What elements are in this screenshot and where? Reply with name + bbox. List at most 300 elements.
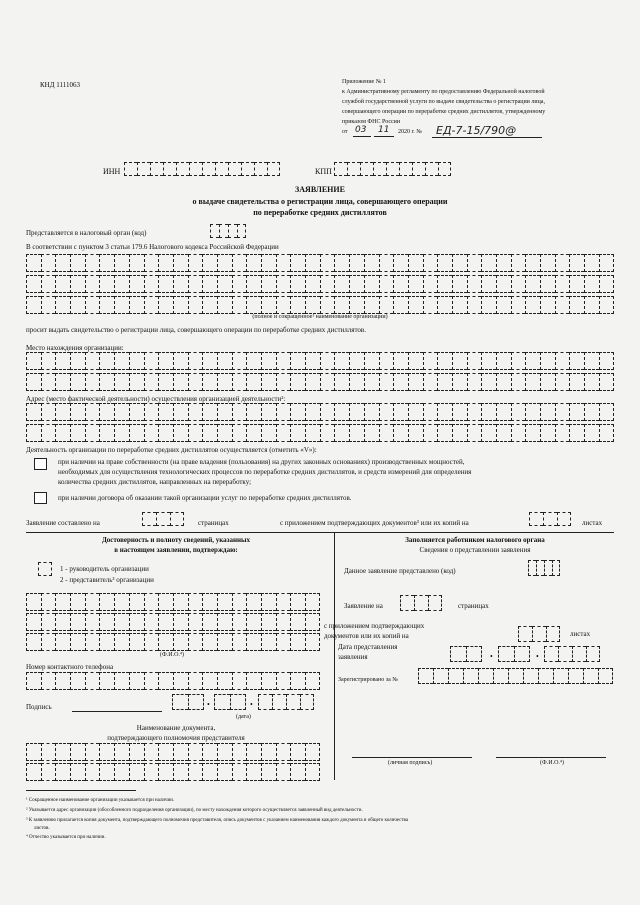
cell[interactable] — [230, 694, 246, 710]
cell[interactable] — [412, 162, 425, 176]
cell[interactable] — [188, 743, 203, 761]
cell[interactable] — [276, 633, 291, 651]
cell[interactable] — [408, 352, 423, 370]
cell[interactable] — [373, 162, 386, 176]
cell[interactable] — [144, 672, 159, 690]
cell[interactable] — [173, 403, 188, 421]
cell[interactable] — [305, 254, 320, 272]
cell[interactable] — [544, 646, 558, 662]
cell[interactable] — [41, 763, 56, 781]
cell[interactable] — [158, 296, 173, 314]
cell[interactable] — [393, 275, 408, 293]
cell[interactable] — [129, 254, 144, 272]
cell[interactable] — [349, 296, 364, 314]
cell[interactable] — [217, 613, 232, 631]
cell[interactable] — [305, 613, 320, 631]
cell[interactable] — [217, 352, 232, 370]
cell[interactable] — [158, 593, 173, 611]
cell[interactable] — [481, 296, 496, 314]
cell[interactable] — [290, 672, 305, 690]
cell[interactable] — [467, 424, 482, 442]
fio-row-3[interactable] — [26, 633, 320, 651]
cell[interactable] — [129, 763, 144, 781]
sheets-count[interactable] — [529, 512, 571, 526]
cell[interactable] — [599, 275, 614, 293]
cell[interactable] — [173, 593, 188, 611]
receive-date-month[interactable] — [498, 646, 530, 662]
cell[interactable] — [202, 275, 217, 293]
cell[interactable] — [55, 424, 70, 442]
cell[interactable] — [158, 373, 173, 391]
cell[interactable] — [246, 352, 261, 370]
cell[interactable] — [543, 512, 557, 526]
cell[interactable] — [347, 162, 360, 176]
cell[interactable] — [320, 352, 335, 370]
cell[interactable] — [481, 352, 496, 370]
cell[interactable] — [246, 403, 261, 421]
location-row-1[interactable] — [26, 352, 614, 370]
cell[interactable] — [144, 296, 159, 314]
cell[interactable] — [364, 275, 379, 293]
cell[interactable] — [232, 275, 247, 293]
cell[interactable] — [290, 633, 305, 651]
cell[interactable] — [85, 763, 100, 781]
cell[interactable] — [85, 743, 100, 761]
cell[interactable] — [557, 512, 571, 526]
tax-authority-code[interactable] — [210, 224, 246, 238]
cell[interactable] — [423, 275, 438, 293]
cell[interactable] — [114, 373, 129, 391]
cell[interactable] — [525, 373, 540, 391]
cell[interactable] — [158, 672, 173, 690]
cell[interactable] — [217, 743, 232, 761]
cell[interactable] — [232, 593, 247, 611]
cell[interactable] — [85, 593, 100, 611]
cell[interactable] — [150, 162, 163, 176]
cell[interactable] — [320, 296, 335, 314]
registration-number[interactable] — [418, 668, 613, 684]
cell[interactable] — [202, 763, 217, 781]
attach-sheets[interactable] — [518, 626, 560, 642]
cell[interactable] — [202, 296, 217, 314]
cell[interactable] — [276, 763, 291, 781]
cell[interactable] — [70, 403, 85, 421]
cell[interactable] — [525, 352, 540, 370]
cell[interactable] — [423, 373, 438, 391]
cell[interactable] — [173, 352, 188, 370]
cell[interactable] — [158, 613, 173, 631]
cell[interactable] — [496, 275, 511, 293]
cell[interactable] — [569, 275, 584, 293]
cell[interactable] — [241, 162, 254, 176]
cell[interactable] — [364, 254, 379, 272]
cell[interactable] — [386, 162, 399, 176]
cell[interactable] — [55, 613, 70, 631]
cell[interactable] — [305, 403, 320, 421]
cell[interactable] — [334, 275, 349, 293]
cell[interactable] — [518, 626, 532, 642]
cell[interactable] — [379, 403, 394, 421]
cell[interactable] — [114, 275, 129, 293]
cell[interactable] — [158, 403, 173, 421]
cell[interactable] — [290, 763, 305, 781]
submitted-code[interactable] — [528, 560, 560, 576]
cell[interactable] — [261, 424, 276, 442]
cell[interactable] — [158, 254, 173, 272]
cell[interactable] — [232, 352, 247, 370]
cell[interactable] — [144, 254, 159, 272]
cell[interactable] — [188, 672, 203, 690]
cell[interactable] — [70, 743, 85, 761]
cell[interactable] — [210, 224, 219, 238]
cell[interactable] — [188, 593, 203, 611]
cell[interactable] — [364, 403, 379, 421]
cell[interactable] — [305, 763, 320, 781]
cell[interactable] — [546, 626, 560, 642]
cell[interactable] — [555, 296, 570, 314]
cell[interactable] — [55, 254, 70, 272]
cell[interactable] — [246, 672, 261, 690]
cell[interactable] — [85, 352, 100, 370]
cell[interactable] — [202, 352, 217, 370]
cell[interactable] — [538, 668, 553, 684]
cell[interactable] — [99, 403, 114, 421]
cell[interactable] — [26, 672, 41, 690]
cell[interactable] — [173, 743, 188, 761]
cell[interactable] — [511, 403, 526, 421]
cell[interactable] — [452, 424, 467, 442]
cell[interactable] — [188, 763, 203, 781]
cell[interactable] — [555, 352, 570, 370]
cell[interactable] — [85, 275, 100, 293]
cell[interactable] — [172, 694, 188, 710]
cell[interactable] — [437, 403, 452, 421]
cell[interactable] — [85, 424, 100, 442]
cell[interactable] — [555, 403, 570, 421]
cell[interactable] — [232, 633, 247, 651]
cell[interactable] — [41, 275, 56, 293]
cell[interactable] — [553, 668, 568, 684]
cell[interactable] — [85, 403, 100, 421]
cell[interactable] — [438, 162, 451, 176]
cell[interactable] — [232, 424, 247, 442]
cell[interactable] — [305, 672, 320, 690]
cell[interactable] — [232, 254, 247, 272]
cell[interactable] — [379, 424, 394, 442]
cell[interactable] — [290, 352, 305, 370]
cell[interactable] — [144, 403, 159, 421]
cell[interactable] — [85, 672, 100, 690]
location-row-2[interactable] — [26, 373, 614, 391]
cell[interactable] — [276, 403, 291, 421]
cell[interactable] — [188, 424, 203, 442]
sign-date-year[interactable] — [258, 694, 314, 710]
cell[interactable] — [70, 424, 85, 442]
cell[interactable] — [393, 424, 408, 442]
cell[interactable] — [334, 403, 349, 421]
cell[interactable] — [55, 373, 70, 391]
cell[interactable] — [129, 743, 144, 761]
cell[interactable] — [144, 763, 159, 781]
cell[interactable] — [137, 162, 150, 176]
cell[interactable] — [41, 254, 56, 272]
cell[interactable] — [349, 403, 364, 421]
cell[interactable] — [232, 373, 247, 391]
cell[interactable] — [144, 743, 159, 761]
cell[interactable] — [114, 743, 129, 761]
cell[interactable] — [129, 424, 144, 442]
cell[interactable] — [41, 352, 56, 370]
cell[interactable] — [170, 512, 184, 526]
org-name-row-3[interactable] — [26, 296, 614, 314]
cell[interactable] — [463, 668, 478, 684]
cell[interactable] — [305, 275, 320, 293]
doc-row-1[interactable] — [26, 743, 320, 761]
cell[interactable] — [144, 373, 159, 391]
cell[interactable] — [334, 254, 349, 272]
cell[interactable] — [26, 352, 41, 370]
cell[interactable] — [254, 162, 267, 176]
cell[interactable] — [232, 763, 247, 781]
cell[interactable] — [142, 512, 156, 526]
cell[interactable] — [599, 373, 614, 391]
cell[interactable] — [26, 763, 41, 781]
cell[interactable] — [584, 296, 599, 314]
cell[interactable] — [393, 373, 408, 391]
cell[interactable] — [423, 403, 438, 421]
cell[interactable] — [584, 424, 599, 442]
cell[interactable] — [364, 296, 379, 314]
cell[interactable] — [514, 646, 530, 662]
cell[interactable] — [144, 633, 159, 651]
cell[interactable] — [598, 668, 613, 684]
cell[interactable] — [529, 512, 543, 526]
cell[interactable] — [599, 403, 614, 421]
cell[interactable] — [70, 613, 85, 631]
cell[interactable] — [364, 424, 379, 442]
cell[interactable] — [144, 275, 159, 293]
cell[interactable] — [55, 352, 70, 370]
cell[interactable] — [349, 254, 364, 272]
cell[interactable] — [511, 373, 526, 391]
cell[interactable] — [448, 668, 463, 684]
cell[interactable] — [261, 403, 276, 421]
cell[interactable] — [349, 373, 364, 391]
cell[interactable] — [418, 668, 433, 684]
cell[interactable] — [246, 633, 261, 651]
cell[interactable] — [26, 743, 41, 761]
cell[interactable] — [217, 672, 232, 690]
cell[interactable] — [525, 403, 540, 421]
cell[interactable] — [498, 646, 514, 662]
cell[interactable] — [511, 352, 526, 370]
cell[interactable] — [85, 633, 100, 651]
cell[interactable] — [246, 613, 261, 631]
cell[interactable] — [41, 296, 56, 314]
cell[interactable] — [511, 254, 526, 272]
cell[interactable] — [525, 424, 540, 442]
cell[interactable] — [114, 633, 129, 651]
cell[interactable] — [540, 403, 555, 421]
option-ownership-checkbox[interactable] — [34, 458, 47, 470]
receive-date-year[interactable] — [544, 646, 600, 662]
cell[interactable] — [586, 646, 600, 662]
cell[interactable] — [99, 373, 114, 391]
cell[interactable] — [129, 352, 144, 370]
cell[interactable] — [163, 162, 176, 176]
cell[interactable] — [261, 275, 276, 293]
cell[interactable] — [496, 373, 511, 391]
cell[interactable] — [202, 593, 217, 611]
cell[interactable] — [276, 352, 291, 370]
cell[interactable] — [129, 613, 144, 631]
cell[interactable] — [305, 633, 320, 651]
cell[interactable] — [232, 672, 247, 690]
cell[interactable] — [305, 296, 320, 314]
cell[interactable] — [202, 743, 217, 761]
cell[interactable] — [276, 672, 291, 690]
cell[interactable] — [70, 352, 85, 370]
cell[interactable] — [569, 254, 584, 272]
cell[interactable] — [528, 560, 536, 576]
cell[interactable] — [114, 763, 129, 781]
cell[interactable] — [393, 403, 408, 421]
cell[interactable] — [114, 296, 129, 314]
cell[interactable] — [276, 296, 291, 314]
cell[interactable] — [584, 352, 599, 370]
cell[interactable] — [246, 373, 261, 391]
cell[interactable] — [379, 296, 394, 314]
cell[interactable] — [173, 373, 188, 391]
cell[interactable] — [569, 296, 584, 314]
cell[interactable] — [572, 646, 586, 662]
cell[interactable] — [38, 562, 52, 576]
cell[interactable] — [26, 254, 41, 272]
cell[interactable] — [408, 424, 423, 442]
cell[interactable] — [99, 593, 114, 611]
cell[interactable] — [467, 275, 482, 293]
cell[interactable] — [349, 352, 364, 370]
cell[interactable] — [568, 668, 583, 684]
cell[interactable] — [70, 593, 85, 611]
cell[interactable] — [496, 424, 511, 442]
cell[interactable] — [452, 275, 467, 293]
cell[interactable] — [320, 403, 335, 421]
cell[interactable] — [305, 593, 320, 611]
cell[interactable] — [467, 373, 482, 391]
cell[interactable] — [258, 694, 272, 710]
cell[interactable] — [99, 743, 114, 761]
cell[interactable] — [334, 352, 349, 370]
cell[interactable] — [544, 560, 552, 576]
cell[interactable] — [320, 254, 335, 272]
cell[interactable] — [173, 296, 188, 314]
cell[interactable] — [584, 403, 599, 421]
cell[interactable] — [379, 254, 394, 272]
cell[interactable] — [114, 593, 129, 611]
cell[interactable] — [55, 743, 70, 761]
cell[interactable] — [555, 373, 570, 391]
cell[interactable] — [217, 593, 232, 611]
cell[interactable] — [414, 595, 428, 611]
cell[interactable] — [217, 275, 232, 293]
cell[interactable] — [425, 162, 438, 176]
cell[interactable] — [173, 633, 188, 651]
cell[interactable] — [452, 254, 467, 272]
cell[interactable] — [393, 254, 408, 272]
cell[interactable] — [334, 424, 349, 442]
cell[interactable] — [232, 296, 247, 314]
cell[interactable] — [173, 254, 188, 272]
cell[interactable] — [276, 275, 291, 293]
cell[interactable] — [124, 162, 137, 176]
cell[interactable] — [99, 633, 114, 651]
cell[interactable] — [217, 254, 232, 272]
cell[interactable] — [599, 254, 614, 272]
cell[interactable] — [202, 162, 215, 176]
cell[interactable] — [261, 373, 276, 391]
cell[interactable] — [246, 254, 261, 272]
cell[interactable] — [558, 646, 572, 662]
cell[interactable] — [360, 162, 373, 176]
cell[interactable] — [584, 373, 599, 391]
cell[interactable] — [261, 763, 276, 781]
cell[interactable] — [55, 672, 70, 690]
cell[interactable] — [508, 668, 523, 684]
cell[interactable] — [393, 296, 408, 314]
cell[interactable] — [423, 296, 438, 314]
cell[interactable] — [144, 613, 159, 631]
cell[interactable] — [525, 296, 540, 314]
cell[interactable] — [364, 352, 379, 370]
cell[interactable] — [569, 373, 584, 391]
cell[interactable] — [144, 352, 159, 370]
cell[interactable] — [423, 352, 438, 370]
cell[interactable] — [496, 352, 511, 370]
cell[interactable] — [452, 373, 467, 391]
cell[interactable] — [466, 646, 482, 662]
cell[interactable] — [286, 694, 300, 710]
cell[interactable] — [540, 352, 555, 370]
cell[interactable] — [158, 743, 173, 761]
cell[interactable] — [26, 593, 41, 611]
cell[interactable] — [55, 763, 70, 781]
option-contract-checkbox[interactable] — [34, 492, 47, 504]
cell[interactable] — [305, 743, 320, 761]
cell[interactable] — [467, 254, 482, 272]
cell[interactable] — [408, 373, 423, 391]
cell[interactable] — [584, 254, 599, 272]
cell[interactable] — [408, 275, 423, 293]
cell[interactable] — [129, 296, 144, 314]
cell[interactable] — [540, 296, 555, 314]
cell[interactable] — [70, 296, 85, 314]
cell[interactable] — [349, 424, 364, 442]
cell[interactable] — [408, 296, 423, 314]
cell[interactable] — [290, 743, 305, 761]
cell[interactable] — [217, 296, 232, 314]
sign-date-day[interactable] — [172, 694, 204, 710]
cell[interactable] — [433, 668, 448, 684]
cell[interactable] — [156, 512, 170, 526]
cell[interactable] — [290, 403, 305, 421]
cell[interactable] — [176, 162, 189, 176]
cell[interactable] — [481, 275, 496, 293]
cell[interactable] — [540, 275, 555, 293]
cell[interactable] — [188, 352, 203, 370]
cell[interactable] — [555, 254, 570, 272]
cell[interactable] — [540, 424, 555, 442]
